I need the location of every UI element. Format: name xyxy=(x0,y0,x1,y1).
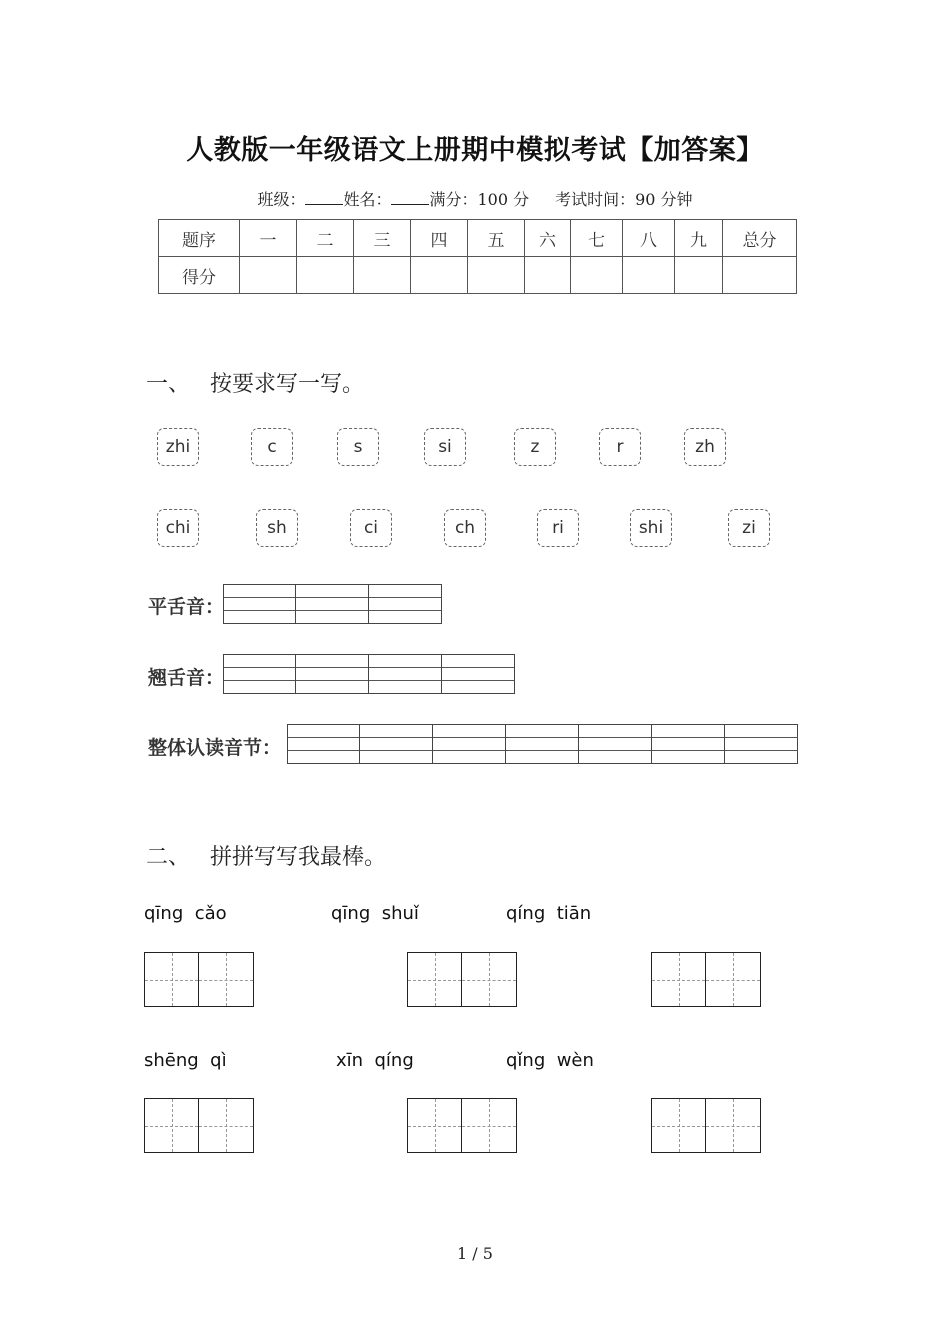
writing-cell[interactable] xyxy=(433,724,506,764)
writing-cell[interactable] xyxy=(652,724,725,764)
writing-cell[interactable] xyxy=(369,584,442,624)
pinyin-card: s xyxy=(337,428,379,466)
score-table-header-row xyxy=(159,220,797,257)
pinyin-card: zi xyxy=(728,509,770,547)
tianzige-cell[interactable] xyxy=(199,1098,254,1153)
retroflex-label: 翘舌音： xyxy=(148,667,225,689)
tianzige-cell[interactable] xyxy=(706,1098,761,1153)
pinyin-card: sh xyxy=(256,509,298,547)
table-cell: 二 xyxy=(297,220,354,257)
tianzige-cell[interactable] xyxy=(144,1098,199,1153)
pinyin-card: si xyxy=(424,428,466,466)
character-grid xyxy=(144,1098,254,1153)
character-grid xyxy=(651,952,761,1007)
tianzige-cell[interactable] xyxy=(462,1098,517,1153)
writing-cell[interactable] xyxy=(296,654,369,694)
pinyin-card: zh xyxy=(684,428,726,466)
tianzige-cell[interactable] xyxy=(199,952,254,1007)
pinyin-card: ch xyxy=(444,509,486,547)
pinyin-card: zhi xyxy=(157,428,199,466)
writing-cell[interactable] xyxy=(725,724,798,764)
page-title: 人教版一年级语文上册期中模拟考试【加答案】 xyxy=(186,135,764,166)
section1-heading xyxy=(146,367,364,398)
score-cell[interactable] xyxy=(525,257,571,294)
score-table-score-row xyxy=(159,257,797,294)
table-cell: 三 xyxy=(354,220,411,257)
tianzige-cell[interactable] xyxy=(651,1098,706,1153)
tianzige-cell[interactable] xyxy=(407,952,462,1007)
score-cell[interactable] xyxy=(623,257,675,294)
writing-cell[interactable] xyxy=(287,724,360,764)
exam-time: 考试时间：90 分钟 xyxy=(555,190,693,209)
section2-title: 拼拼写写我最棒。 xyxy=(210,845,387,870)
score-cell[interactable] xyxy=(354,257,411,294)
score-cell[interactable] xyxy=(297,257,354,294)
pinyin-prompt: xīn qíng xyxy=(336,1050,414,1071)
table-cell: 五 xyxy=(468,220,525,257)
pinyin-card: z xyxy=(514,428,556,466)
pinyin-card: ri xyxy=(537,509,579,547)
pinyin-prompt: qǐng wèn xyxy=(506,1050,594,1071)
character-grid xyxy=(651,1098,761,1153)
tianzige-cell[interactable] xyxy=(407,1098,462,1153)
pinyin-prompt: qíng tiān xyxy=(506,903,592,924)
writing-cell[interactable] xyxy=(296,584,369,624)
whole-syllable-writing-grid xyxy=(287,724,798,764)
writing-cell[interactable] xyxy=(360,724,433,764)
pinyin-card: r xyxy=(599,428,641,466)
section2-heading xyxy=(146,840,386,871)
exam-info-line xyxy=(0,187,950,210)
table-cell: 九 xyxy=(675,220,723,257)
table-cell: 一 xyxy=(240,220,297,257)
page-number: 1 / 5 xyxy=(457,1244,493,1263)
whole-syllable-label: 整体认读音节： xyxy=(148,737,282,759)
tianzige-cell[interactable] xyxy=(706,952,761,1007)
writing-cell[interactable] xyxy=(369,654,442,694)
score-cell[interactable] xyxy=(468,257,525,294)
pinyin-prompt: qīng shuǐ xyxy=(331,903,419,924)
score-cell[interactable] xyxy=(675,257,723,294)
table-cell: 六 xyxy=(525,220,571,257)
tianzige-cell[interactable] xyxy=(651,952,706,1007)
score-cell[interactable] xyxy=(571,257,623,294)
score-cell[interactable] xyxy=(411,257,468,294)
character-grid xyxy=(144,952,254,1007)
pinyin-card: c xyxy=(251,428,293,466)
table-cell: 四 xyxy=(411,220,468,257)
pinyin-prompt: shēng qì xyxy=(144,1050,227,1071)
writing-cell[interactable] xyxy=(223,654,296,694)
name-label: 姓名： xyxy=(343,190,392,209)
section1-title: 按要求写一写。 xyxy=(210,372,365,397)
writing-cell[interactable] xyxy=(223,584,296,624)
score-cell[interactable] xyxy=(240,257,297,294)
tianzige-cell[interactable] xyxy=(462,952,517,1007)
class-blank[interactable] xyxy=(305,190,343,205)
section1-number: 一、 xyxy=(146,372,191,397)
full-score: 满分：100 分 xyxy=(429,190,530,209)
character-grid xyxy=(407,952,517,1007)
pinyin-card: ci xyxy=(350,509,392,547)
writing-cell[interactable] xyxy=(579,724,652,764)
pinyin-card: chi xyxy=(157,509,199,547)
character-grid xyxy=(407,1098,517,1153)
score-cell[interactable] xyxy=(723,257,797,294)
pinyin-card: shi xyxy=(630,509,672,547)
table-cell: 八 xyxy=(623,220,675,257)
table-cell: 得分 xyxy=(159,257,240,294)
score-table xyxy=(158,219,797,294)
flat-tongue-writing-grid xyxy=(223,584,442,624)
tianzige-cell[interactable] xyxy=(144,952,199,1007)
writing-cell[interactable] xyxy=(506,724,579,764)
writing-cell[interactable] xyxy=(442,654,515,694)
flat-tongue-label: 平舌音： xyxy=(148,596,225,618)
name-blank[interactable] xyxy=(391,190,429,205)
section2-number: 二、 xyxy=(146,845,191,870)
retroflex-writing-grid xyxy=(223,654,515,694)
table-cell: 七 xyxy=(571,220,623,257)
table-cell: 总分 xyxy=(723,220,797,257)
class-label: 班级： xyxy=(257,190,306,209)
pinyin-prompt: qīng cǎo xyxy=(144,903,227,924)
table-cell: 题序 xyxy=(159,220,240,257)
